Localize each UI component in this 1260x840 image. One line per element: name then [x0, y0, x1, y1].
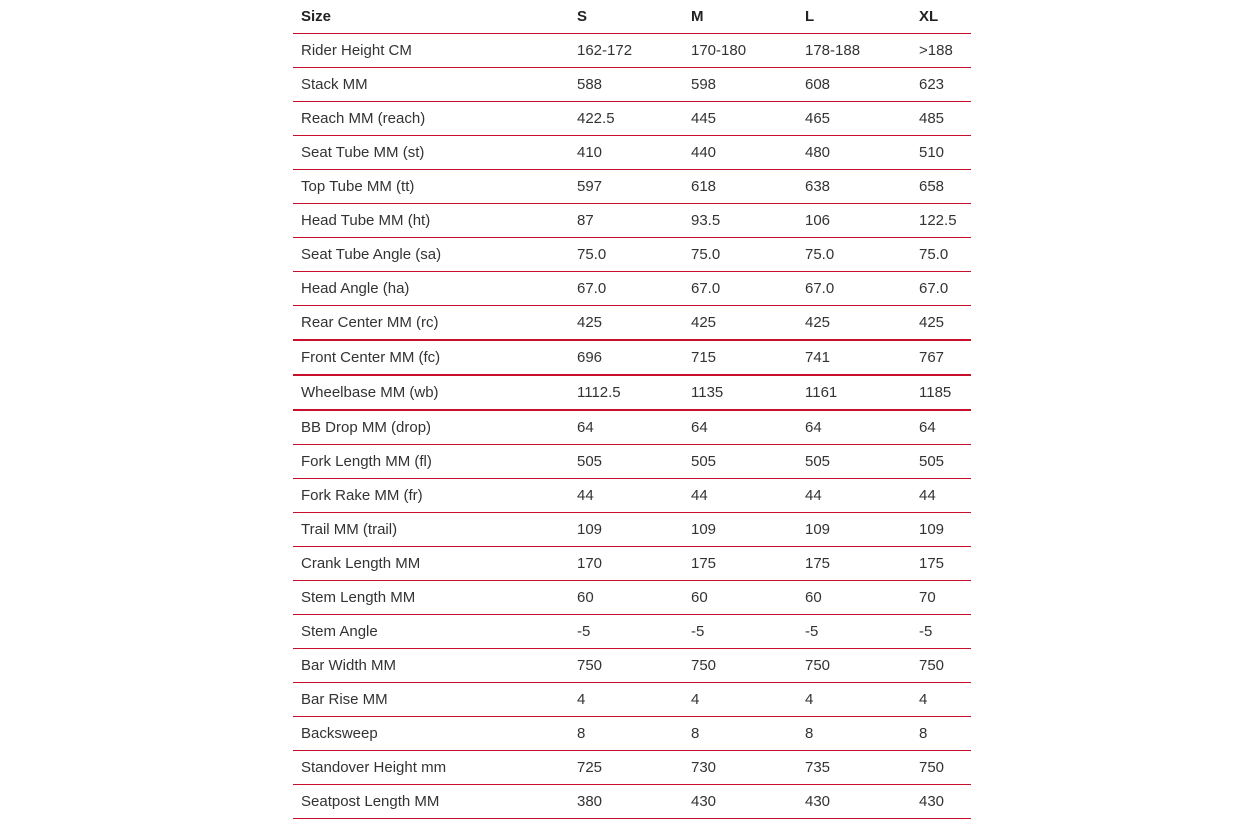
table-row	[293, 479, 971, 513]
row-label: Bar Rise MM	[293, 683, 569, 717]
table-cell: >188	[911, 34, 971, 68]
table-cell: 1185	[911, 375, 971, 410]
table-cell: 750	[683, 649, 797, 683]
row-label: Reach MM (reach)	[293, 102, 569, 136]
row-label: Front Center MM (fc)	[293, 340, 569, 375]
table-row	[293, 785, 971, 819]
table-cell: 485	[911, 102, 971, 136]
row-label: Top Tube MM (tt)	[293, 170, 569, 204]
table-row	[293, 306, 971, 341]
table-cell: -5	[569, 615, 683, 649]
table-cell: 425	[569, 306, 683, 341]
column-header-xl: XL	[911, 0, 971, 34]
table-cell: 170	[569, 547, 683, 581]
table-cell: 430	[683, 785, 797, 819]
row-label: Rear Center MM (rc)	[293, 306, 569, 341]
row-label: Seatpost Length MM	[293, 785, 569, 819]
table-cell: 480	[797, 136, 911, 170]
table-cell: 175	[683, 547, 797, 581]
column-header-l: L	[797, 0, 911, 34]
row-label: Fork Rake MM (fr)	[293, 479, 569, 513]
table-cell: 410	[569, 136, 683, 170]
table-cell: 750	[911, 751, 971, 785]
row-label: Standover Height mm	[293, 751, 569, 785]
table-cell: 510	[911, 136, 971, 170]
table-cell: 67.0	[797, 272, 911, 306]
row-label: Backsweep	[293, 717, 569, 751]
table-row	[293, 513, 971, 547]
table-row	[293, 272, 971, 306]
table-cell: 60	[797, 581, 911, 615]
table-row	[293, 68, 971, 102]
row-label: Head Angle (ha)	[293, 272, 569, 306]
table-cell: 505	[569, 445, 683, 479]
table-cell: 64	[683, 410, 797, 445]
table-header	[293, 0, 971, 34]
table-cell: 505	[683, 445, 797, 479]
table-cell: 60	[683, 581, 797, 615]
row-label: Rider Height CM	[293, 34, 569, 68]
table-cell: 8	[911, 717, 971, 751]
table-row	[293, 170, 971, 204]
table-cell: 170-180	[683, 34, 797, 68]
table-row	[293, 649, 971, 683]
table-cell: 8	[797, 717, 911, 751]
table-cell: -5	[683, 615, 797, 649]
table-cell: 4	[569, 683, 683, 717]
table-cell: 75.0	[797, 238, 911, 272]
table-cell: 44	[683, 479, 797, 513]
column-header-s: S	[569, 0, 683, 34]
table-cell: 741	[797, 340, 911, 375]
table-cell: 109	[683, 513, 797, 547]
table-cell: 430	[911, 785, 971, 819]
table-row	[293, 547, 971, 581]
table-row	[293, 102, 971, 136]
row-label: Crank Length MM	[293, 547, 569, 581]
table-cell: 1161	[797, 375, 911, 410]
table-cell: 75.0	[683, 238, 797, 272]
row-label: BB Drop MM (drop)	[293, 410, 569, 445]
table-cell: -5	[797, 615, 911, 649]
table-row	[293, 340, 971, 375]
table-cell: 658	[911, 170, 971, 204]
table-row	[293, 683, 971, 717]
row-label: Stack MM	[293, 68, 569, 102]
table-cell: 67.0	[911, 272, 971, 306]
row-label: Seat Tube Angle (sa)	[293, 238, 569, 272]
row-label: Wheelbase MM (wb)	[293, 375, 569, 410]
table-cell: 44	[911, 479, 971, 513]
table-cell: 64	[797, 410, 911, 445]
table-row	[293, 717, 971, 751]
table-cell: 175	[797, 547, 911, 581]
table-cell: 67.0	[569, 272, 683, 306]
table-cell: 750	[569, 649, 683, 683]
table-cell: 750	[911, 649, 971, 683]
table-cell: 730	[683, 751, 797, 785]
table-cell: 380	[569, 785, 683, 819]
table-cell: 106	[797, 204, 911, 238]
table-cell: 608	[797, 68, 911, 102]
table-cell: 175	[911, 547, 971, 581]
table-cell: 1112.5	[569, 375, 683, 410]
table-cell: 75.0	[911, 238, 971, 272]
table-row	[293, 204, 971, 238]
header-row	[293, 0, 971, 34]
table-cell: 597	[569, 170, 683, 204]
table-cell: 750	[797, 649, 911, 683]
table-cell: 696	[569, 340, 683, 375]
table-cell: 67.0	[683, 272, 797, 306]
table-cell: 8	[683, 717, 797, 751]
row-label: Seat Tube MM (st)	[293, 136, 569, 170]
table-cell: 4	[797, 683, 911, 717]
table-cell: 445	[683, 102, 797, 136]
table-cell: 588	[569, 68, 683, 102]
table-cell: 64	[569, 410, 683, 445]
table-cell: 178-188	[797, 34, 911, 68]
column-header-size: Size	[293, 0, 569, 34]
table-row	[293, 615, 971, 649]
table-row	[293, 238, 971, 272]
row-label: Stem Angle	[293, 615, 569, 649]
row-label: Head Tube MM (ht)	[293, 204, 569, 238]
table-cell: 422.5	[569, 102, 683, 136]
table-row	[293, 445, 971, 479]
table-cell: 618	[683, 170, 797, 204]
row-label: Bar Width MM	[293, 649, 569, 683]
table-cell: 64	[911, 410, 971, 445]
table-cell: 44	[569, 479, 683, 513]
table-cell: 44	[797, 479, 911, 513]
table-cell: 430	[797, 785, 911, 819]
table-row	[293, 34, 971, 68]
table-cell: 425	[797, 306, 911, 341]
table-cell: 425	[911, 306, 971, 341]
table-row	[293, 581, 971, 615]
table-row	[293, 375, 971, 410]
table-cell: -5	[911, 615, 971, 649]
table-cell: 4	[683, 683, 797, 717]
table-cell: 109	[569, 513, 683, 547]
table-cell: 87	[569, 204, 683, 238]
table-cell: 93.5	[683, 204, 797, 238]
table-cell: 8	[569, 717, 683, 751]
table-cell: 109	[797, 513, 911, 547]
table-cell: 725	[569, 751, 683, 785]
table-row	[293, 136, 971, 170]
row-label: Trail MM (trail)	[293, 513, 569, 547]
table-cell: 505	[911, 445, 971, 479]
table-cell: 60	[569, 581, 683, 615]
table-cell: 623	[911, 68, 971, 102]
table-cell: 75.0	[569, 238, 683, 272]
table-cell: 70	[911, 581, 971, 615]
table-cell: 767	[911, 340, 971, 375]
table-row	[293, 751, 971, 785]
table-body	[293, 34, 971, 819]
table-cell: 122.5	[911, 204, 971, 238]
table-cell: 638	[797, 170, 911, 204]
geometry-table	[293, 0, 971, 819]
table-cell: 735	[797, 751, 911, 785]
table-cell: 1135	[683, 375, 797, 410]
table-row	[293, 410, 971, 445]
row-label: Fork Length MM (fl)	[293, 445, 569, 479]
column-header-m: M	[683, 0, 797, 34]
table-cell: 715	[683, 340, 797, 375]
row-label: Stem Length MM	[293, 581, 569, 615]
table-cell: 425	[683, 306, 797, 341]
table-cell: 162-172	[569, 34, 683, 68]
table-cell: 109	[911, 513, 971, 547]
table-cell: 598	[683, 68, 797, 102]
table-cell: 440	[683, 136, 797, 170]
table-cell: 465	[797, 102, 911, 136]
table-cell: 4	[911, 683, 971, 717]
table-cell: 505	[797, 445, 911, 479]
